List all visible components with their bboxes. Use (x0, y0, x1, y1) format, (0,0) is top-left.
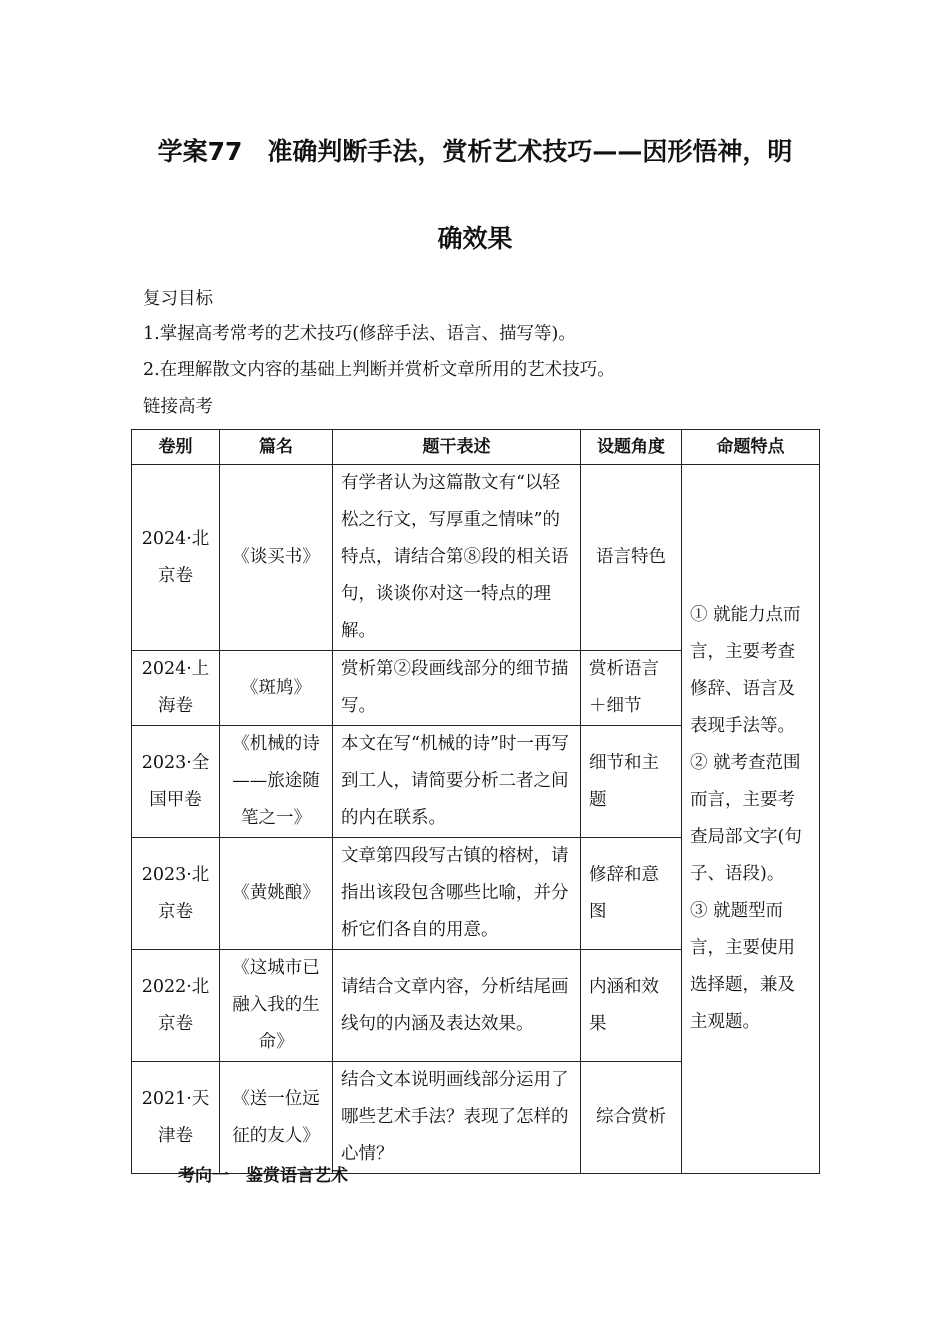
header-angle: 设题角度 (581, 430, 682, 465)
question-cell: 有学者认为这篇散文有“以轻松之行文，写厚重之情味”的特点，请结合第⑧段的相关语句，谈谈你对这一特点的理解。 (333, 465, 581, 651)
section-heading: 考向一 鉴赏语言艺术 (178, 1166, 348, 1186)
question-cell: 结合文本说明画线部分运用了哪些艺术手法？表现了怎样的心情？ (333, 1062, 581, 1174)
page-title-line-1: 学案77 准确判断手法，赏析艺术技巧——因形悟神，明 (157, 137, 793, 166)
question-cell: 请结合文章内容，分析结尾画线句的内涵及表达效果。 (333, 950, 581, 1062)
feature-2: ② 就考查范围而言，主要考查局部文字(句子、语段)。 (690, 753, 802, 884)
angle-cell: 内涵和效果 (581, 950, 682, 1062)
paper-cell: 2024·上海卷 (132, 651, 220, 726)
angle-cell: 语言特色 (581, 465, 682, 651)
paper-cell: 2024·北京卷 (132, 465, 220, 651)
title-cell: 《斑鸠》 (220, 651, 333, 726)
paper-cell: 2023·全国甲卷 (132, 726, 220, 838)
title-cell: 《送一位远征的友人》 (220, 1062, 333, 1174)
angle-cell: 修辞和意图 (581, 838, 682, 950)
paper-cell: 2023·北京卷 (132, 838, 220, 950)
page-title-line-2: 确效果 (437, 224, 513, 253)
question-cell: 文章第四段写古镇的榕树，请指出该段包含哪些比喻，并分析它们各自的用意。 (333, 838, 581, 950)
paper-cell: 2022·北京卷 (132, 950, 220, 1062)
exam-links-table (131, 429, 820, 1174)
header-title: 篇名 (220, 430, 333, 465)
review-goal-2: 2.在理解散文内容的基础上判断并赏析文章所用的艺术技巧。 (143, 360, 615, 380)
question-cell: 赏析第②段画线部分的细节描写。 (333, 651, 581, 726)
table-row (132, 465, 820, 651)
table-header-row (132, 430, 820, 465)
title-cell: 《机械的诗——旅途随笔之一》 (220, 726, 333, 838)
review-goals-heading: 复习目标 (143, 289, 213, 309)
header-paper: 卷别 (132, 430, 220, 465)
header-question: 题干表述 (333, 430, 581, 465)
question-cell: 本文在写“机械的诗”时一再写到工人，请简要分析二者之间的内在联系。 (333, 726, 581, 838)
link-exam-heading: 链接高考 (143, 397, 213, 417)
feature-1: ① 就能力点而言，主要考查修辞、语言及表现手法等。 (690, 605, 801, 736)
features-cell (682, 465, 820, 1174)
title-cell: 《黄姚酿》 (220, 838, 333, 950)
title-cell: 《谈买书》 (220, 465, 333, 651)
paper-cell: 2021·天津卷 (132, 1062, 220, 1174)
angle-cell: 综合赏析 (581, 1062, 682, 1174)
review-goal-1: 1.掌握高考常考的艺术技巧(修辞手法、语言、描写等)。 (143, 324, 576, 344)
angle-cell: 细节和主题 (581, 726, 682, 838)
header-features: 命题特点 (682, 430, 820, 465)
title-cell: 《这城市已融入我的生命》 (220, 950, 333, 1062)
feature-3: ③ 就题型而言，主要使用选择题，兼及主观题。 (690, 901, 795, 1032)
angle-cell: 赏析语言＋细节 (581, 651, 682, 726)
